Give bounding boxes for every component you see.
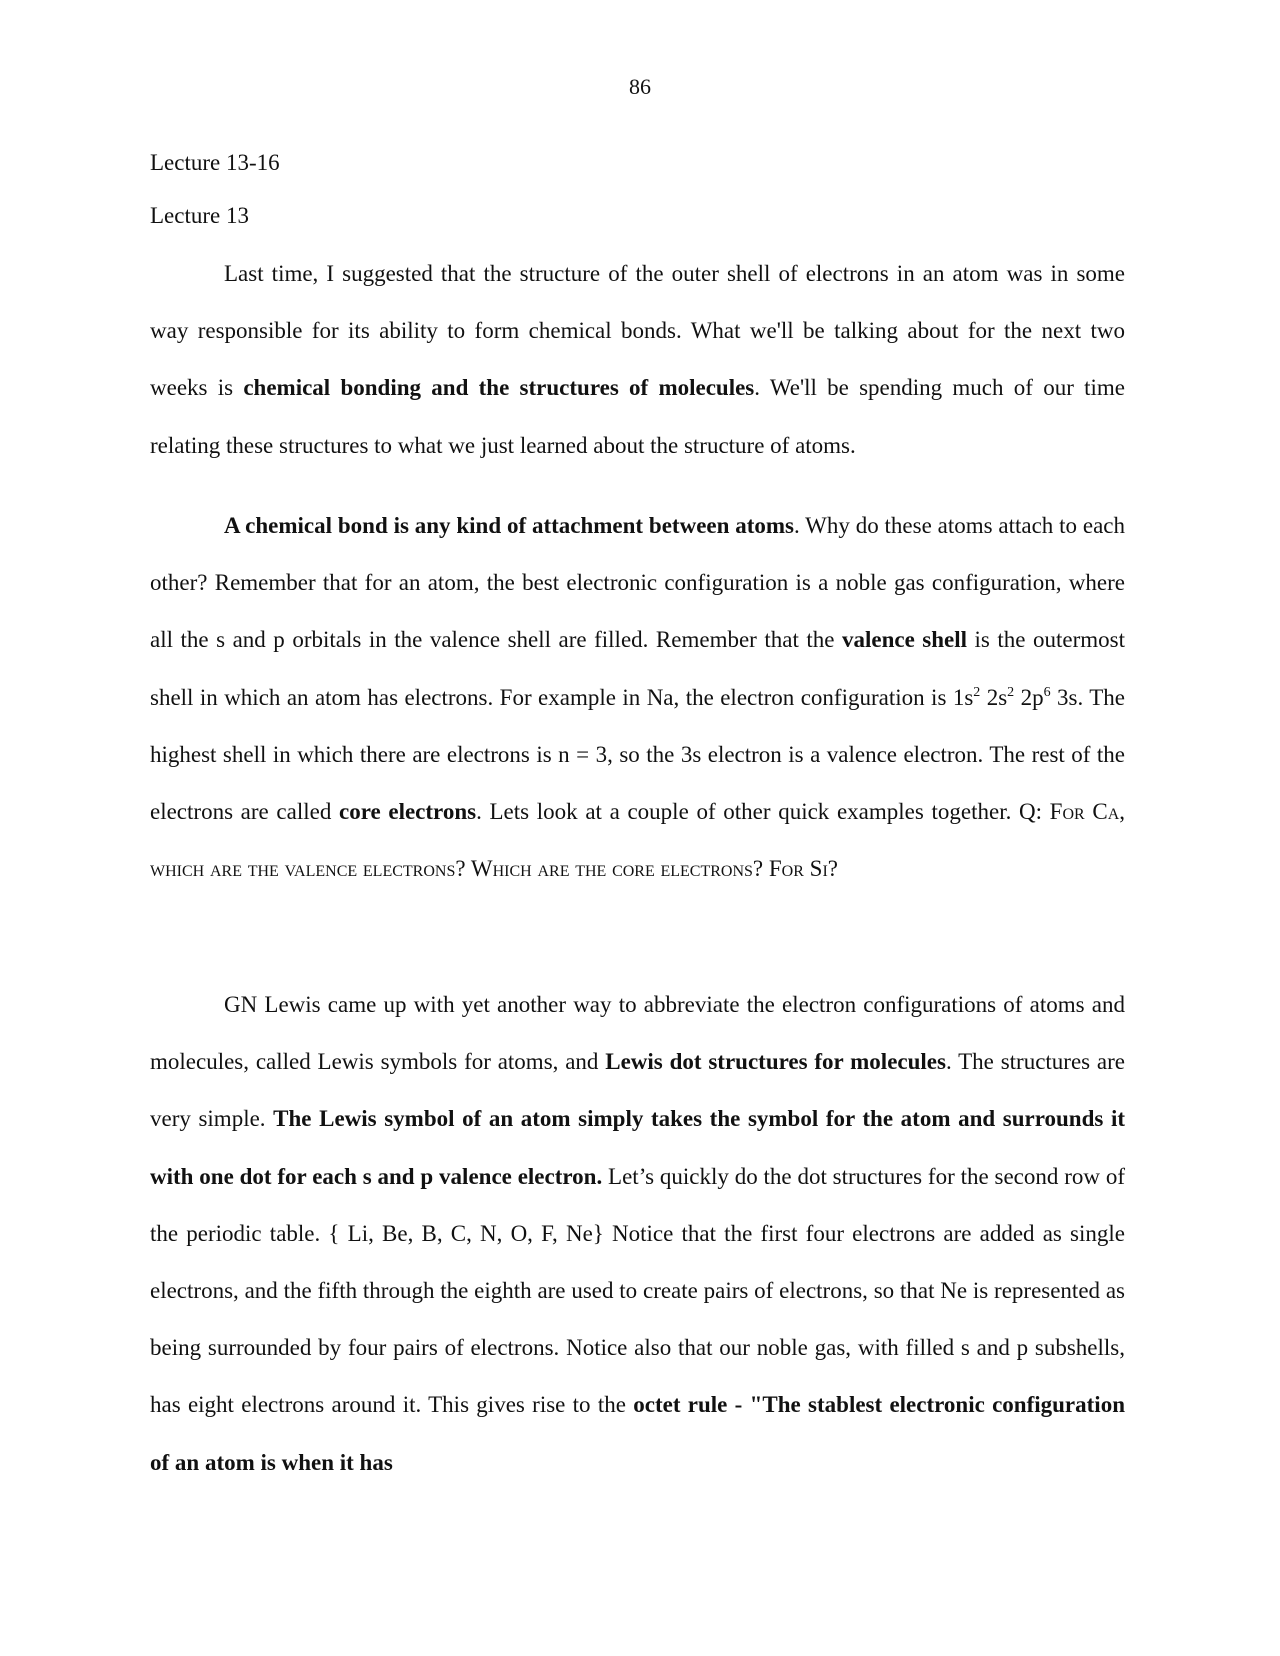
- paragraph-intro: [150, 245, 1125, 474]
- bold-text: Lewis dot structures for molecules: [605, 1049, 946, 1075]
- text: is the outermost shell in which an atom has electrons. For example in Na, the electron configuration is 1s: [150, 627, 1126, 710]
- text: . Lets look at a couple of other quick examples together. Q:: [476, 799, 1050, 825]
- text: 3s. The highest shell in which there are electrons is n = 3, so the 3s electron is a valence electron. The rest of the electrons are called: [150, 684, 1126, 825]
- question-text: For Ca, which are the valence electrons? Which are the core electrons? For Si?: [150, 799, 1126, 882]
- bold-text: valence shell: [841, 627, 968, 653]
- superscript: 2: [973, 684, 981, 700]
- text: GN Lewis came up with yet another way to abbreviate the electron configurations of atoms and molecules, called Lewis symbols for atoms, and: [150, 992, 1125, 1075]
- bold-text: octet rule - "The stablest electronic configuration of an atom is when it has: [150, 1392, 1125, 1475]
- bold-text: chemical bonding and the structures of molecules: [243, 375, 755, 401]
- bold-text: A chemical bond is any kind of attachment between atoms: [224, 513, 794, 538]
- text: 2p: [1014, 684, 1044, 710]
- paragraph-chemical-bond: [150, 497, 1125, 897]
- text: . The structures are very simple.: [150, 1049, 1126, 1132]
- paragraph-lewis: [150, 976, 1125, 1491]
- text: . Why do these atoms attach to each other? Remember that for an atom, the best electronic configuration is a noble gas configuration, where all the s and p orbitals in the valence shell are filled. Remember that the: [150, 513, 1125, 653]
- text: 2s: [980, 684, 1008, 710]
- text: Last time, I suggested that the structure of the outer shell of electrons in an atom was in some way responsible for its ability to form chemical bonds. What we'll be talking about for the next two weeks is: [150, 261, 1125, 401]
- lecture-range-heading: Lecture 13-16: [150, 150, 280, 175]
- bold-text: The Lewis symbol of an atom simply takes the symbol for the atom and surrounds it with one dot for each s and p valence electron.: [150, 1106, 1125, 1189]
- page-number: 86: [629, 74, 651, 99]
- text: . We'll be spending much of our time relating these structures to what we just learned about the structure of atoms.: [150, 375, 1125, 458]
- bold-text: core electrons: [339, 799, 477, 825]
- lecture-heading: Lecture 13: [150, 203, 249, 228]
- superscript: 2: [1007, 684, 1015, 700]
- text: Let’s quickly do the dot structures for the second row of the periodic table. { Li, Be, B, C, N, O, F, Ne} Notice that the first four electrons are added as single electrons, and the fifth through the eighth are used to create pairs of electrons, so that Ne is represented as being surrounded by four pairs of electrons. Notice also that our noble gas, with filled s and p subshells, has eight electrons around it. This gives rise to the: [150, 1163, 1125, 1418]
- superscript: 6: [1043, 684, 1051, 700]
